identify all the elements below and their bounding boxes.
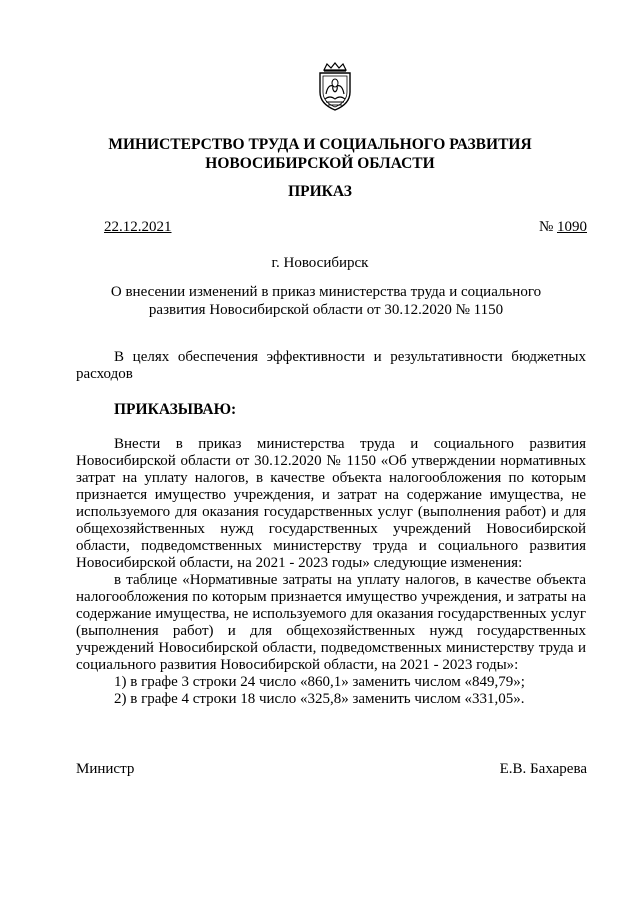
order-number-prefix: № bbox=[538, 219, 557, 235]
signatory-role: Министр bbox=[76, 761, 135, 777]
order-number bbox=[539, 218, 587, 236]
city: г. Новосибирск bbox=[271, 255, 369, 271]
order-date: 22.12.2021 bbox=[104, 219, 172, 235]
coat-of-arms-icon bbox=[314, 62, 356, 112]
ministry-name-line1: МИНИСТЕРСТВО ТРУДА И СОЦИАЛЬНОГО РАЗВИТИЯ bbox=[108, 136, 532, 153]
body-paragraph-2: в таблице «Нормативные затраты на уплату налогов, в качестве объекта налогообложения по которым признается имущество учреждения, и затраты на содержание имущества, не используемого для оказания государственных услуг (выполнения работ) и для общехозяйственных нужд государственных учреждений Новосибирской области, подведомственных министерству труда и социального развития Новосибирской области, на 2021 - 2023 годы»: bbox=[76, 572, 586, 673]
order-directive: ПРИКАЗЫВАЮ: bbox=[114, 401, 237, 418]
order-subject-line1: О внесении изменений в приказ министерства труда и социального bbox=[110, 284, 542, 300]
ministry-name bbox=[60, 135, 580, 173]
purpose-paragraph: В целях обеспечения эффективности и результативности бюджетных расходов bbox=[76, 349, 586, 382]
order-body bbox=[76, 436, 586, 708]
signatory-name: Е.В. Бахарева bbox=[499, 761, 587, 777]
order-number-value: 1090 bbox=[557, 219, 587, 235]
order-subject bbox=[70, 283, 582, 319]
body-paragraph-3: 1) в графе 3 строки 24 число «860,1» заменить числом «849,79»; bbox=[114, 674, 525, 690]
body-paragraph-1: Внести в приказ министерства труда и социального развития Новосибирской области от 30.12.2020 № 1150 «Об утверждении нормативных затрат на уплату налогов, в качестве объекта налогообложения по которым признается имущество учреждения, и затрат на содержание имущества, не используемого для оказания государственных услуг (выполнения работ) и для общехозяйственных нужд государственных учреждений Новосибирской области, подведомственных министерству труда и социального развития Новосибирской области, на 2021 - 2023 годы» следующие изменения: bbox=[76, 436, 586, 571]
ministry-name-line2: НОВОСИБИРСКОЙ ОБЛАСТИ bbox=[205, 155, 435, 172]
order-subject-line2: развития Новосибирской области от 30.12.2020 № 1150 bbox=[148, 302, 504, 318]
document-type: ПРИКАЗ bbox=[288, 183, 352, 200]
body-paragraph-4: 2) в графе 4 строки 18 число «325,8» заменить числом «331,05». bbox=[114, 691, 525, 707]
